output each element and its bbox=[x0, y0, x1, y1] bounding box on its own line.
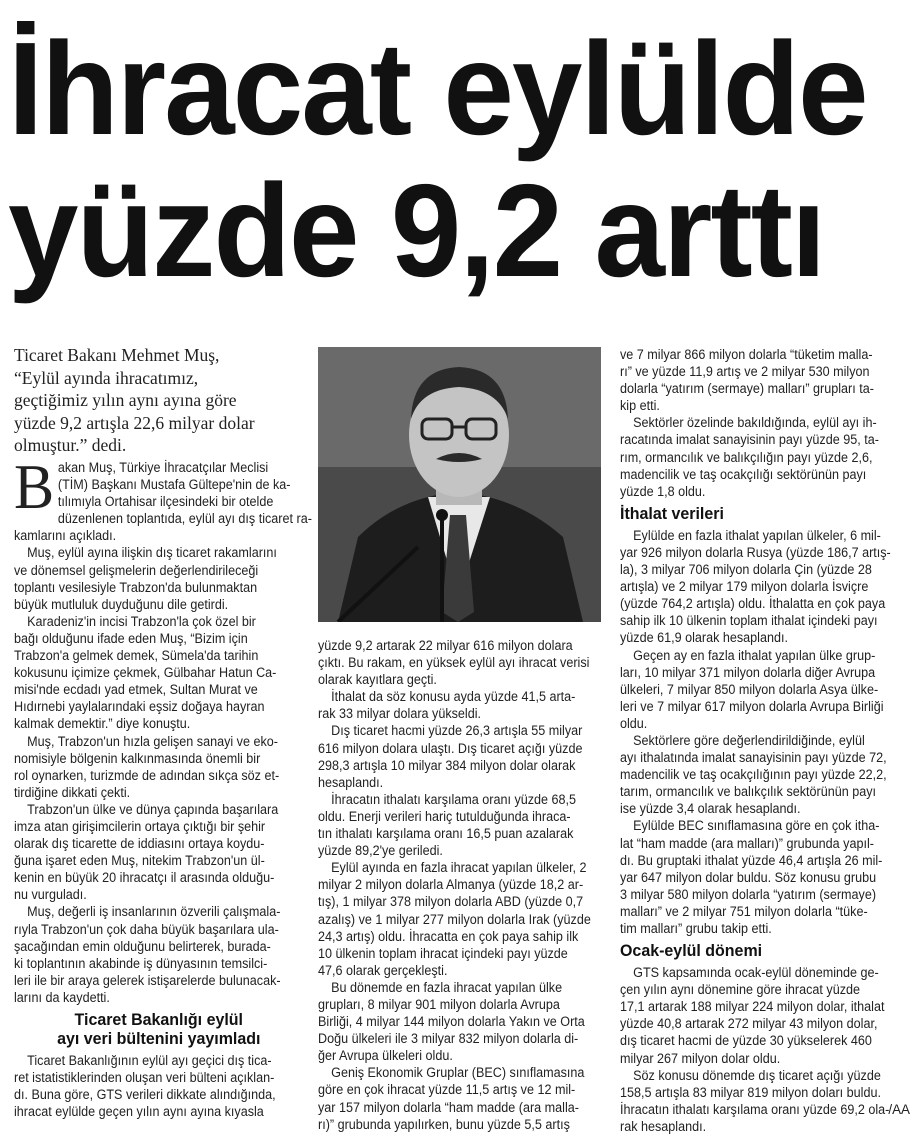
text-line: milyar 267 milyon dolar oldu. bbox=[620, 1050, 781, 1066]
text-line: tim malları” grubu takip etti. bbox=[620, 921, 772, 936]
text-line: toplantı vesilesiyle Trabzon'da bulunmaktan bbox=[14, 579, 258, 595]
col1-paragraph-6 bbox=[14, 903, 304, 1006]
text-line: ki toplantının akabinde iş dünyasının temsilci- bbox=[14, 955, 268, 971]
text-line: İthalat da söz konusu ayda yüzde 41,5 arta- bbox=[331, 689, 576, 705]
col3-paragraph-5 bbox=[620, 732, 902, 817]
lead-line: “Eylül ayında ihracatımız, bbox=[14, 367, 199, 388]
col3-paragraph-8 bbox=[620, 1067, 902, 1135]
lead-line: yüzde 9,2 artışla 22,6 milyar dolar bbox=[14, 412, 255, 433]
text-line: Eylülde BEC sınıflamasına göre en çok itha- bbox=[633, 818, 880, 834]
text-line: (TİM) Başkanı Mustafa Gültepe'nin de ka- bbox=[57, 477, 291, 493]
text-line: ğuna işaret eden Muş, nitekim Trabzon'un ül- bbox=[14, 853, 265, 869]
minister-photo bbox=[318, 347, 601, 622]
text-line: milyar 2 milyon dolarla Almanya (yüzde 18,2 ar- bbox=[318, 877, 584, 893]
text-line: hesaplandı. bbox=[318, 774, 384, 790]
text-line: malları” ve 2 milyar 751 milyon dolarla “tüke- bbox=[620, 903, 868, 919]
text-line: madencilik ve taş ocakçılığı sektörünün payı bbox=[620, 466, 867, 482]
headline-line-2: yüzde 9,2 arttı bbox=[8, 157, 825, 304]
text-line: 158,5 artışla 83 milyar 819 milyon doları buldu. bbox=[620, 1084, 881, 1100]
text-line: artışla) ve 2 milyar 179 milyon dolarla İsviçre bbox=[620, 579, 869, 595]
text-line: rol oynarken, turizmde de adından sıkça söz et- bbox=[14, 767, 280, 783]
text-line: çen yılın aynı dönemine göre ihracat yüzde bbox=[620, 982, 861, 998]
text-line: İhracatın ithalatı karşılama oranı yüzde 69,2 ola- bbox=[620, 1101, 890, 1117]
text-line: İhracatın ithalatı karşılama oranı yüzde 68,5 bbox=[331, 791, 577, 807]
text-line: madencilik ve taş ocakçılığının payı yüzde 22,2, bbox=[620, 767, 887, 783]
text-line: Birliği, 4 milyar 144 milyon dolarla Yakın ve Orta bbox=[318, 1014, 585, 1030]
col2-paragraph-3 bbox=[318, 722, 600, 790]
col3-paragraph-2 bbox=[620, 414, 902, 499]
text-line: rı” ve yüzde 11,9 artış ve 2 milyar 530 milyon bbox=[620, 364, 870, 380]
text-line: ları, 10 milyar 371 milyon dolarla diğer Avrupa bbox=[620, 664, 876, 680]
text-line: 3 milyar 580 milyon dolarla “yatırım (sermaye) bbox=[620, 886, 877, 902]
text-line: rı)” grubunda yapılırken, bunu yüzde 5,5 artış bbox=[318, 1116, 570, 1132]
col3-paragraph-7 bbox=[620, 964, 902, 1067]
text-line: olarak dış ticarette de iddiasını ortaya koydu- bbox=[14, 836, 265, 852]
text-line: yüzde 9,2 artarak 22 milyar 616 milyon dolara bbox=[318, 638, 573, 653]
text-line: Söz konusu dönemde dış ticaret açığı yüzde bbox=[633, 1067, 881, 1083]
col3-paragraph-1 bbox=[620, 346, 902, 414]
text-line: lat “ham madde (ara malları)” grubunda yapıl- bbox=[620, 835, 874, 851]
text-line: tın ithalatı karşılama oranı 16,5 puan azalarak bbox=[318, 826, 574, 842]
col3-paragraph-6 bbox=[620, 817, 902, 937]
text-line: yüzde 40,8 artarak 272 milyar 43 milyon dolar, bbox=[620, 1016, 878, 1032]
text-line: Sektörlere göre değerlendirildiğinde, eylül bbox=[633, 732, 865, 748]
text-line: leri ve 7 milyar 617 milyon dolarla Avrupa Birliği bbox=[620, 698, 884, 714]
drop-cap: B bbox=[14, 451, 55, 522]
text-line: şacağından emin olduğunu belirterek, burada- bbox=[14, 938, 271, 954]
text-line: ayı ithalatında imalat sanayisinin payı yüzde 72, bbox=[620, 750, 887, 766]
subhead-jan-sep: Ocak-eylül dönemi bbox=[620, 941, 763, 961]
col1-paragraph-3 bbox=[14, 613, 304, 733]
text-line: Hıdırnebi yaylalarındaki eşsiz doğaya hayran bbox=[14, 699, 265, 715]
text-line: Bu dönemde en fazla ihracat yapılan ülke bbox=[331, 979, 563, 995]
subhead-line: ayı veri bültenini yayımladı bbox=[57, 1029, 261, 1048]
col3-paragraph-4 bbox=[620, 647, 902, 732]
subhead-line: Ticaret Bakanlığı eylül bbox=[74, 1010, 243, 1029]
text-line: kamlarını açıkladı. bbox=[14, 528, 117, 544]
text-line: yüzde 61,9 olarak hesaplandı. bbox=[620, 630, 788, 646]
text-line: göre en çok ihracat yüzde 11,5 artış ve 12 mil- bbox=[318, 1082, 576, 1098]
text-line: olarak kayıtlara geçti. bbox=[318, 672, 437, 688]
text-line: 17,1 artarak 188 milyar 224 milyon dolar, ithalat bbox=[620, 999, 885, 1015]
text-line: kenin en büyük 20 ihracatçı il arasında olduğu- bbox=[14, 870, 275, 886]
column-3 bbox=[620, 346, 902, 1135]
lead-line: olmuştur.” dedi. bbox=[14, 435, 127, 455]
text-line: Karadeniz'in incisi Trabzon'la çok özel bir bbox=[27, 613, 256, 629]
text-line: Trabzon'a gelmek demek, Sümela'da tarihin bbox=[14, 648, 259, 664]
text-line: Trabzon'un ülke ve dünya çapında başarılara bbox=[27, 801, 279, 817]
text-line: Geçen ay en fazla ithalat yapılan ülke grup- bbox=[633, 647, 876, 663]
text-line: kalmak demektir.” diye konuştu. bbox=[14, 716, 191, 732]
text-line: yüzde 1,8 oldu. bbox=[620, 483, 706, 499]
text-line: misi'nde ecdadı yad etmek, Sultan Murat ve bbox=[14, 682, 258, 698]
col2-paragraph-2 bbox=[318, 688, 600, 722]
col1-paragraph-7 bbox=[14, 1052, 304, 1120]
text-line: Sektörler özelinde bakıldığında, eylül ayı ih- bbox=[633, 415, 877, 431]
text-line: la), 3 milyar 706 milyon dolarla Çin (yüzde 28 bbox=[620, 562, 872, 578]
text-line: dı. Buna göre, GTS verileri dikkate alındığında, bbox=[14, 1087, 276, 1103]
column-2 bbox=[318, 637, 600, 1133]
text-line: tılımıyla Ortahisar ilçesindeki bir otelde bbox=[57, 494, 274, 510]
text-line: kokusunu içimize çekmek, Gülbahar Hatun Ca- bbox=[14, 665, 277, 681]
text-line: 47,6 olarak gerçekleşti. bbox=[318, 962, 448, 978]
text-line: (yüzde 764,2 artışla) oldu. İthalatta en çok paya bbox=[620, 596, 886, 612]
text-line: rıyla Trabzon'un çok daha büyük başarılara ula- bbox=[14, 921, 279, 937]
text-line: rak hesaplandı. bbox=[620, 1118, 707, 1134]
text-line: dış ticaret hacmi de yüzde 30 yükselerek 460 bbox=[620, 1033, 872, 1049]
text-line: oldu. bbox=[620, 715, 648, 731]
col2-paragraph-5 bbox=[318, 859, 600, 979]
text-line: Dış ticaret hacmi yüzde 26,3 artışla 55 milyar bbox=[331, 723, 583, 739]
text-line: tirdiğine dikkati çekti. bbox=[14, 784, 131, 800]
col1-paragraph-2 bbox=[14, 544, 304, 612]
text-line: ihracat eylülde geçen yılın aynı ayına kıyasla bbox=[14, 1104, 264, 1120]
subhead-imports: İthalat verileri bbox=[620, 503, 724, 523]
text-line: Eylül ayında en fazla ihracat yapılan ülkeler, 2 bbox=[331, 860, 587, 876]
lead-line: geçtiğimiz yılın aynı ayına göre bbox=[14, 390, 237, 410]
subhead-bulletin bbox=[14, 1010, 304, 1048]
column-1 bbox=[14, 451, 312, 1120]
text-line: 616 milyon dolara ulaştı. Dış ticaret açığı yüzde bbox=[318, 740, 583, 756]
text-line: ülkeleri, 7 milyar 850 milyon dolarla Asya ülke- bbox=[620, 681, 879, 697]
text-line: ve 7 milyar 866 milyon dolarla “tüketim malla- bbox=[620, 347, 873, 362]
text-line: düzenlenen toplantıda, eylül ayı dış ticaret ra- bbox=[57, 511, 312, 527]
col2-paragraph-6 bbox=[318, 979, 600, 1064]
text-line: Eylülde en fazla ithalat yapılan ülkeler, 6 mil- bbox=[633, 527, 881, 543]
text-line: tarım, ormancılık ve balıkçılık sektörünün payı bbox=[620, 784, 877, 800]
col1-paragraph-4 bbox=[14, 733, 304, 801]
text-line: ise yüzde 3,4 olarak hesaplandı. bbox=[620, 801, 801, 817]
text-line: akan Muş, Türkiye İhracatçılar Meclisi bbox=[57, 460, 269, 475]
headline bbox=[8, 15, 912, 304]
col2-paragraph-4 bbox=[318, 791, 600, 859]
text-line: Muş, değerli iş insanlarının özverili çalışmala- bbox=[27, 904, 281, 920]
text-line: sahip ilk 10 ülkenin toplam ithalat içindeki payı bbox=[620, 613, 878, 629]
text-line: nu vurguladı. bbox=[14, 887, 87, 903]
text-line: oldu. Enerji verileri hariç tutulduğunda ihraca- bbox=[318, 808, 571, 824]
text-line: dolarla “yatırım (sermaye) malları” grupları ta- bbox=[620, 381, 874, 397]
text-line: bağı olduğunu ifade eden Muş, “Bizim için bbox=[14, 630, 248, 646]
text-line: rım, ormancılık ve balıkçılığın payı yüzde 2,6, bbox=[620, 449, 873, 465]
text-line: ğer Avrupa ülkeleri oldu. bbox=[318, 1048, 453, 1064]
text-line: Doğu ülkeleri ile 3 milyar 832 milyon dolarla di- bbox=[318, 1031, 579, 1047]
text-line: Geniş Ekonomik Gruplar (BEC) sınıflamasına bbox=[331, 1065, 585, 1081]
text-line: yar 157 milyon dolarla “ham madde (ara malla- bbox=[318, 1099, 579, 1115]
text-line: 24,3 artış) oldu. İhracatta en çok paya sahip ilk bbox=[318, 928, 579, 944]
text-line: leri ile bir araya gelerek istişarelerde bulunacak- bbox=[14, 972, 281, 988]
text-line: Ticaret Bakanlığının eylül ayı geçici dış tica- bbox=[27, 1053, 272, 1068]
text-line: azalış) ve 1 milyar 277 milyon dolarla Irak (yüzde bbox=[318, 911, 591, 927]
text-line: rak 33 milyar dolara yükseldi. bbox=[318, 706, 482, 722]
text-line: kip etti. bbox=[620, 398, 660, 414]
text-line: GTS kapsamında ocak-eylül döneminde ge- bbox=[633, 965, 879, 981]
text-line: tış), 1 milyar 378 milyon dolarla ABD (yüzde 0,7 bbox=[318, 894, 584, 910]
text-line: ve dönemsel gelişmelerin değerlendirileceği bbox=[14, 562, 259, 578]
text-line: Muş, eylül ayına ilişkin dış ticaret rakamlarını bbox=[27, 545, 277, 561]
lead-line: Ticaret Bakanı Mehmet Muş, bbox=[14, 345, 220, 365]
text-line: 298,3 artışla 10 milyar 384 milyon dolar olarak bbox=[318, 757, 576, 773]
text-line: yüzde 89,2'ye geriledi. bbox=[318, 843, 443, 859]
col3-paragraph-3 bbox=[620, 527, 902, 647]
text-line: yar 926 milyon dolarla Rusya (yüzde 186,7 artış- bbox=[620, 544, 891, 560]
text-line: racatında imalat sanayisinin payı yüzde 95, ta- bbox=[620, 432, 879, 448]
text-line: yar 647 milyon dolar buldu. Söz konusu grubu bbox=[620, 869, 877, 885]
lead-paragraph bbox=[14, 344, 304, 457]
col2-paragraph-7 bbox=[318, 1064, 600, 1132]
text-line: dı. Bu gruptaki ithalat yüzde 46,4 artışla 26 mil- bbox=[620, 852, 883, 868]
col1-paragraph-5 bbox=[14, 801, 304, 904]
text-line: 10 ülkenin toplam ihracat içindeki payı yüzde bbox=[318, 945, 568, 961]
text-line: ret istatistiklerinden oluşan veri bülteni açıklan- bbox=[14, 1070, 275, 1086]
text-line: larını da kaydetti. bbox=[14, 989, 110, 1005]
text-line: grupları, 8 milyar 901 milyon dolarla Avrupa bbox=[318, 996, 560, 1012]
minister-photo-illustration bbox=[318, 347, 601, 622]
text-line: Muş, Trabzon'un hızla gelişen sanayi ve eko- bbox=[27, 733, 278, 749]
text-line: imza atan girişimcilerin ortaya çıktığı bir şehir bbox=[14, 818, 266, 834]
text-line: nomisiyle bölgenin kalkınmasında önemli bir bbox=[14, 750, 261, 766]
text-line: çıktı. Bu rakam, en yüksek eylül ayı ihracat verisi bbox=[318, 655, 590, 671]
headline-line-1: İhracat eylülde bbox=[8, 15, 867, 162]
col1-paragraph-1 bbox=[14, 451, 312, 544]
text-line: büyük mutluluk duyduğunu dile getirdi. bbox=[14, 596, 229, 612]
news-agency-credit: /AA bbox=[888, 1102, 910, 1117]
col2-paragraph-1 bbox=[318, 637, 600, 688]
